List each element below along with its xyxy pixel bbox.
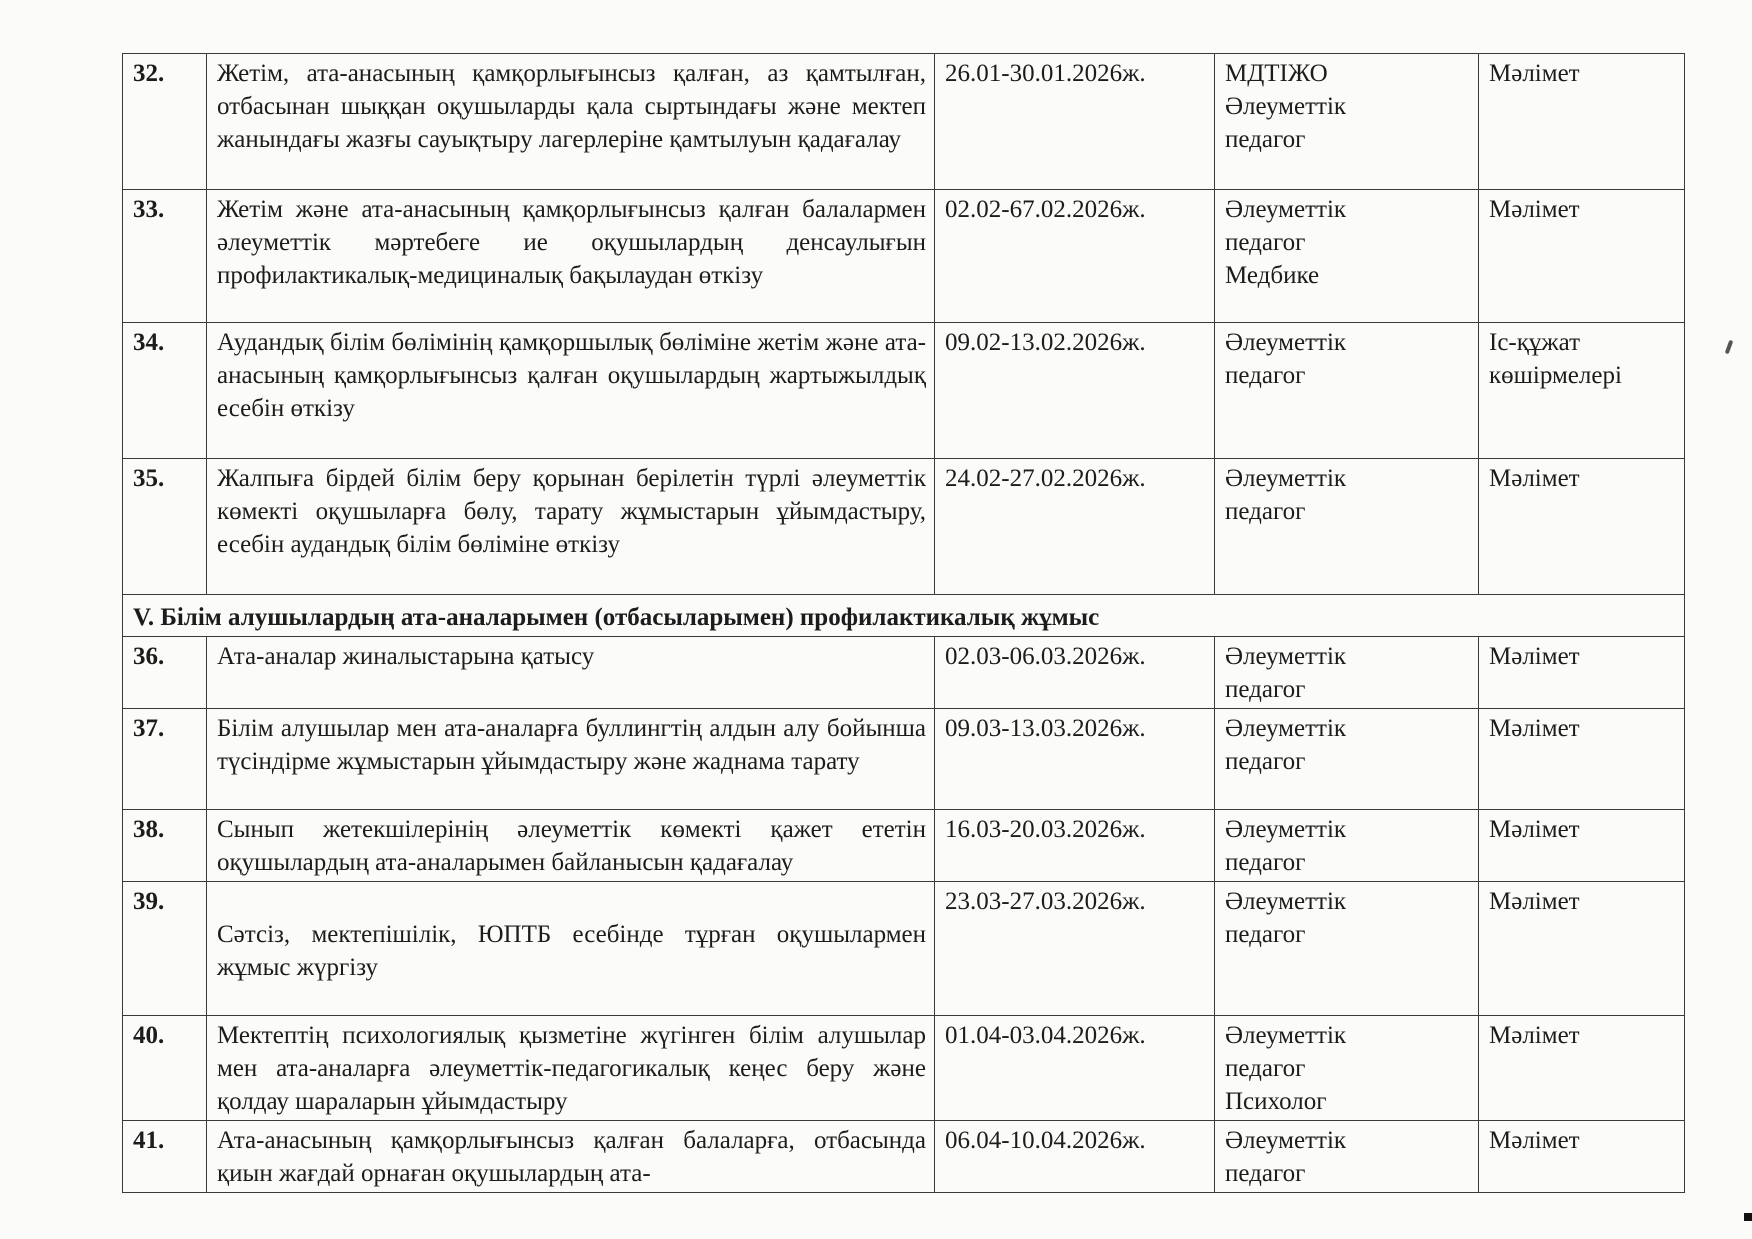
table-row	[123, 810, 1685, 882]
row-dates: 24.02-27.02.2026ж.	[935, 459, 1215, 595]
row-responsible	[1215, 810, 1479, 882]
row-number: 34.	[123, 323, 207, 459]
table-row	[123, 459, 1685, 595]
responsible-line: Әлеуметтік	[1225, 465, 1347, 492]
row-result	[1479, 323, 1685, 459]
row-dates: 02.02-67.02.2026ж.	[935, 190, 1215, 323]
row-dates: 01.04-03.04.2026ж.	[935, 1016, 1215, 1121]
row-result	[1479, 1016, 1685, 1121]
plan-table-page	[122, 53, 1684, 1193]
row-number: 37.	[123, 709, 207, 810]
table-row	[123, 882, 1685, 1016]
responsible-line: Әлеуметтік	[1225, 1022, 1347, 1049]
row-description: Сәтсіз, мектепішілік, ЮПТБ есебінде тұрған оқушылармен жұмыс жүргізу	[207, 882, 935, 1016]
row-description: Сынып жетекшілерінің әлеуметтік көмекті қажет ететін оқушылардың ата-аналарымен байланысын қадағалау	[207, 810, 935, 882]
row-number: 40.	[123, 1016, 207, 1121]
table-row	[123, 709, 1685, 810]
row-number: 32.	[123, 54, 207, 190]
row-dates: 23.03-27.03.2026ж.	[935, 882, 1215, 1016]
result-line: Мәлімет	[1489, 1127, 1580, 1154]
responsible-line: Медбике	[1225, 262, 1320, 289]
result-line: Мәлімет	[1489, 715, 1580, 742]
row-result	[1479, 637, 1685, 709]
result-line: Іс-құжат	[1489, 329, 1581, 356]
row-number: 35.	[123, 459, 207, 595]
row-responsible	[1215, 1121, 1479, 1193]
row-description: Ата-анасының қамқорлығынсыз қалған балаларға, отбасында қиын жағдай орнаған оқушылардың ата-	[207, 1121, 935, 1193]
row-responsible	[1215, 54, 1479, 190]
section-title: V. Білім алушылардың ата-аналарымен (отбасыларымен) профилактикалық жұмыс	[123, 595, 1685, 637]
responsible-line: Әлеуметтік	[1225, 715, 1347, 742]
row-description: Ата-аналар жиналыстарына қатысу	[207, 637, 935, 709]
row-description: Жетім, ата-анасының қамқорлығынсыз қалған, аз қамтылған, отбасынан шыққан оқушыларды қала сыртындағы және мектеп жанындағы жазғы сауықтыру лагерлеріне қамтылуын қадағалау	[207, 54, 935, 190]
section-header-row	[123, 595, 1685, 637]
responsible-line: педагог	[1225, 676, 1306, 703]
row-dates: 09.03-13.03.2026ж.	[935, 709, 1215, 810]
table-row	[123, 190, 1685, 323]
responsible-line: педагог	[1225, 126, 1306, 153]
row-number: 38.	[123, 810, 207, 882]
scan-speck	[1725, 340, 1734, 355]
scan-edge-mark	[1744, 1213, 1752, 1221]
row-dates: 26.01-30.01.2026ж.	[935, 54, 1215, 190]
responsible-line: педагог	[1225, 1055, 1306, 1082]
row-number: 41.	[123, 1121, 207, 1193]
row-responsible	[1215, 1016, 1479, 1121]
row-description: Жетім және ата-анасының қамқорлығынсыз қалған балалармен әлеуметтік мәртебеге ие оқушылардың денсаулығын профилактикалық-медициналық бақылаудан өткізу	[207, 190, 935, 323]
row-dates: 02.03-06.03.2026ж.	[935, 637, 1215, 709]
row-responsible	[1215, 190, 1479, 323]
responsible-line: Әлеуметтік	[1225, 816, 1347, 843]
row-result	[1479, 459, 1685, 595]
responsible-line: педагог	[1225, 849, 1306, 876]
row-result	[1479, 810, 1685, 882]
responsible-line: педагог	[1225, 1160, 1306, 1187]
row-result	[1479, 882, 1685, 1016]
row-description: Білім алушылар мен ата-аналарға буллингтің алдын алу бойынша түсіндірме жұмыстарын ұйымдастыру және жаднама тарату	[207, 709, 935, 810]
row-result	[1479, 54, 1685, 190]
row-description: Жалпыға бірдей білім беру қорынан берілетін түрлі әлеуметтік көмекті оқушыларға бөлу, тарату жұмыстарын ұйымдастыру, есебін аудандық білім бөліміне өткізу	[207, 459, 935, 595]
table-row	[123, 54, 1685, 190]
row-description: Аудандық білім бөлімінің қамқоршылық бөліміне жетім және ата-анасының қамқорлығынсыз қалған оқушылардың жартыжылдық есебін өткізу	[207, 323, 935, 459]
responsible-line: педагог	[1225, 362, 1306, 389]
responsible-line: педагог	[1225, 748, 1306, 775]
result-line: көшірмелері	[1489, 362, 1622, 389]
responsible-line: педагог	[1225, 921, 1306, 948]
result-line: Мәлімет	[1489, 643, 1580, 670]
row-dates: 09.02-13.02.2026ж.	[935, 323, 1215, 459]
table-row	[123, 323, 1685, 459]
plan-table	[122, 53, 1685, 1193]
result-line: Мәлімет	[1489, 816, 1580, 843]
table-row	[123, 1121, 1685, 1193]
responsible-line: Психолог	[1225, 1088, 1327, 1115]
responsible-line: Әлеуметтік	[1225, 93, 1347, 120]
row-result	[1479, 190, 1685, 323]
table-row	[123, 637, 1685, 709]
row-responsible	[1215, 323, 1479, 459]
row-responsible	[1215, 459, 1479, 595]
result-line: Мәлімет	[1489, 196, 1580, 223]
responsible-line: Әлеуметтік	[1225, 196, 1347, 223]
row-number: 33.	[123, 190, 207, 323]
row-responsible	[1215, 637, 1479, 709]
row-result	[1479, 1121, 1685, 1193]
result-line: Мәлімет	[1489, 465, 1580, 492]
responsible-line: педагог	[1225, 498, 1306, 525]
row-dates: 16.03-20.03.2026ж.	[935, 810, 1215, 882]
responsible-line: МДТІЖО	[1225, 60, 1328, 87]
responsible-line: Әлеуметтік	[1225, 888, 1347, 915]
row-number: 36.	[123, 637, 207, 709]
responsible-line: Әлеуметтік	[1225, 329, 1347, 356]
responsible-line: педагог	[1225, 229, 1306, 256]
row-description: Мектептің психологиялық қызметіне жүгінген білім алушылар мен ата-аналарға әлеуметтік-педагогикалық кеңес беру және қолдау шараларын ұйымдастыру	[207, 1016, 935, 1121]
result-line: Мәлімет	[1489, 60, 1580, 87]
result-line: Мәлімет	[1489, 888, 1580, 915]
row-number: 39.	[123, 882, 207, 1016]
result-line: Мәлімет	[1489, 1022, 1580, 1049]
row-responsible	[1215, 709, 1479, 810]
row-result	[1479, 709, 1685, 810]
row-responsible	[1215, 882, 1479, 1016]
table-row	[123, 1016, 1685, 1121]
responsible-line: Әлеуметтік	[1225, 1127, 1347, 1154]
responsible-line: Әлеуметтік	[1225, 643, 1347, 670]
row-dates: 06.04-10.04.2026ж.	[935, 1121, 1215, 1193]
